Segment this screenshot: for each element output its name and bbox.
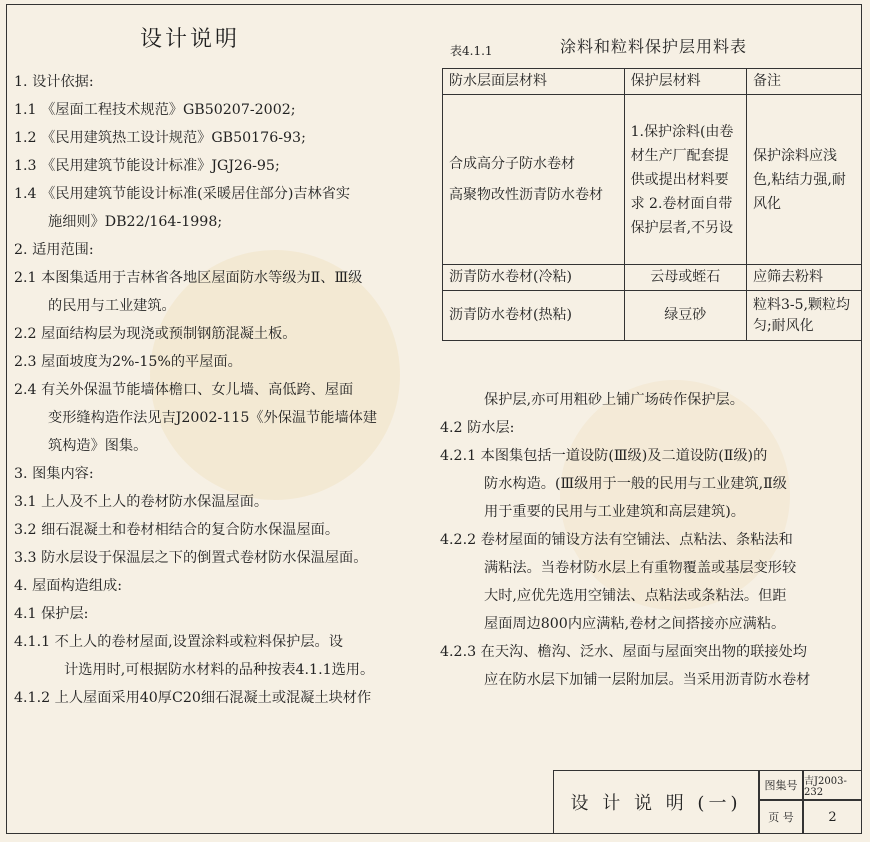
clause-number: 2.4 [14, 382, 37, 398]
title-block [553, 770, 862, 834]
clause-number: 2.1 [14, 270, 37, 286]
table-row [443, 291, 862, 341]
atlas-number-label: 图集号 [759, 770, 803, 800]
clause-number: 4.2 [440, 420, 463, 436]
clause-text: 在天沟、檐沟、泛水、屋面与屋面突出物的联接处均 [480, 644, 807, 660]
clause-text: 防水构造。(Ⅲ级用于一般的民用与工业建筑,Ⅱ级 [484, 476, 787, 492]
clause-text: 卷材屋面的铺设方法有空铺法、点粘法、条粘法和 [480, 532, 793, 548]
text-line [14, 126, 434, 150]
page-number: 2 [803, 800, 862, 834]
table-cell: 1.保护涂料(由卷材生产厂配套提供或提出材料要求 2.卷材面自带保护层者,不另设 [624, 95, 746, 265]
table-cell: 保护涂料应浅色,粘结力强,耐风化 [746, 95, 861, 265]
clause-text: 本图集适用于吉林省各地区屋面防水等级为Ⅱ、Ⅲ级 [41, 270, 363, 286]
clause-text: 满粘法。当卷材防水层上有重物覆盖或基层变形较 [484, 560, 797, 576]
clause-number: 2.2 [14, 326, 37, 342]
table-cell: 粒料3-5,颗粒均匀;耐风化 [746, 291, 861, 341]
clause-number: 1.4 [14, 186, 37, 202]
cell-line: 合成高分子防水卷材 [449, 155, 575, 172]
table-cell: 沥青防水卷材(热粘) [443, 291, 625, 341]
text-line [14, 350, 434, 374]
clause-number: 4. [14, 578, 28, 594]
clause-number: 3.1 [14, 494, 37, 510]
clause-text: 保护层: [41, 606, 89, 622]
header-note: 备注 [746, 69, 861, 95]
table-cell: 云母或蛭石 [624, 265, 746, 291]
table-row [443, 95, 862, 265]
clause-text: 设计依据: [32, 74, 94, 90]
clause-text: 保护层,亦可用粗砂上铺广场砖作保护层。 [484, 392, 744, 408]
clause-text: 《民用建筑节能设计标准》JGJ26-95; [41, 158, 280, 174]
clause-number: 2.3 [14, 354, 37, 370]
text-line [440, 556, 860, 580]
text-line [440, 472, 860, 496]
header-surface-material: 防水层面层材料 [443, 69, 625, 95]
text-line [440, 668, 860, 692]
text-line [14, 378, 434, 402]
title-block-name: 设 计 说 明 (一) [553, 770, 759, 834]
text-line [14, 294, 434, 318]
text-line [14, 322, 434, 346]
clause-number: 1.1 [14, 102, 37, 118]
text-line [440, 500, 860, 524]
text-line [14, 154, 434, 178]
atlas-number: 吉J2003-232 [803, 770, 862, 800]
right-column-text [440, 388, 860, 696]
clause-text: 适用范围: [32, 242, 94, 258]
clause-text: 《民用建筑节能设计标准(采暖居住部分)吉林省实 [41, 186, 351, 202]
clause-text: 细石混凝土和卷材相结合的复合防水保温屋面。 [41, 522, 340, 538]
clause-number: 1. [14, 74, 28, 90]
clause-text: 图集内容: [32, 466, 94, 482]
clause-text: 计选用时,可根据防水材料的品种按表4.1.1选用。 [64, 662, 375, 678]
text-line [14, 518, 434, 542]
clause-text: 屋面构造组成: [32, 578, 122, 594]
clause-number: 4.2.2 [440, 532, 477, 548]
clause-text: 本图集包括一道设防(Ⅲ级)及二道设防(Ⅱ级)的 [480, 448, 768, 464]
clause-text: 用于重要的民用与工业建筑和高层建筑)。 [484, 504, 745, 520]
text-line [14, 210, 434, 234]
text-line [14, 238, 434, 262]
page-number-label: 页 号 [759, 800, 803, 834]
clause-text: 屋面周边800内应满粘,卷材之间搭接亦应满粘。 [484, 616, 786, 632]
clause-text: 不上人的卷材屋面,设置涂料或粒料保护层。设 [54, 634, 343, 650]
clause-text: 防水层: [467, 420, 515, 436]
table-cell: 绿豆砂 [624, 291, 746, 341]
clause-text: 施细则》DB22/164-1998; [48, 214, 223, 230]
text-line [14, 434, 434, 458]
clause-number: 4.1.2 [14, 690, 51, 706]
header-protect-material: 保护层材料 [624, 69, 746, 95]
clause-number: 3. [14, 466, 28, 482]
text-line [440, 416, 860, 440]
text-line [14, 98, 434, 122]
text-line [14, 546, 434, 570]
clause-number: 4.1.1 [14, 634, 51, 650]
table-row [443, 265, 862, 291]
left-column-text [14, 70, 434, 714]
table-caption: 表4.1.1 [450, 44, 493, 58]
clause-text: 筑构造》图集。 [48, 438, 148, 454]
text-line [14, 630, 434, 654]
clause-text: 变形缝构造作法见吉J2002-115《外保温节能墙体建 [48, 410, 378, 426]
text-line [440, 640, 860, 664]
clause-number: 3.2 [14, 522, 37, 538]
clause-text: 大时,应优先选用空铺法、点粘法或条粘法。但距 [484, 588, 787, 604]
clause-text: 防水层设于保温层之下的倒置式卷材防水保温屋面。 [41, 550, 368, 566]
text-line [14, 686, 434, 710]
cell-line: 高聚物改性沥青防水卷材 [449, 186, 603, 203]
clause-text: 《屋面工程技术规范》GB50207-2002; [41, 102, 296, 118]
clause-text: 应在防水层下加铺一层附加层。当采用沥青防水卷材 [484, 672, 811, 688]
text-line [14, 602, 434, 626]
clause-number: 4.2.3 [440, 644, 477, 660]
protection-material-table [442, 68, 862, 341]
clause-text: 有关外保温节能墙体檐口、女儿墙、高低跨、屋面 [41, 382, 354, 398]
text-line [440, 584, 860, 608]
table-title: 涂料和粒料保护层用料表 [560, 37, 748, 56]
table-cell [443, 95, 625, 265]
text-line [14, 658, 434, 682]
clause-number: 4.2.1 [440, 448, 477, 464]
clause-text: 《民用建筑热工设计规范》GB50176-93; [41, 130, 306, 146]
table-header-row [443, 69, 862, 95]
table-cell: 沥青防水卷材(冷粘) [443, 265, 625, 291]
text-line [440, 388, 860, 412]
text-line [440, 528, 860, 552]
text-line [14, 406, 434, 430]
clause-text: 上人屋面采用40厚C20细石混凝土或混凝土块材作 [54, 690, 372, 706]
clause-number: 1.3 [14, 158, 37, 174]
clause-text: 的民用与工业建筑。 [48, 298, 176, 314]
clause-text: 上人及不上人的卷材防水保温屋面。 [41, 494, 269, 510]
clause-number: 4.1 [14, 606, 37, 622]
page-title: 设计说明 [140, 27, 241, 52]
clause-text: 屋面结构层为现浇或预制钢筋混凝土板。 [41, 326, 297, 342]
text-line [440, 444, 860, 468]
text-line [14, 574, 434, 598]
text-line [440, 612, 860, 636]
table-cell: 应筛去粉料 [746, 265, 861, 291]
clause-number: 3.3 [14, 550, 37, 566]
text-line [14, 462, 434, 486]
clause-number: 2. [14, 242, 28, 258]
text-line [14, 182, 434, 206]
text-line [14, 70, 434, 94]
text-line [14, 490, 434, 514]
clause-number: 1.2 [14, 130, 37, 146]
text-line [14, 266, 434, 290]
clause-text: 屋面坡度为2%-15%的平屋面。 [41, 354, 242, 370]
